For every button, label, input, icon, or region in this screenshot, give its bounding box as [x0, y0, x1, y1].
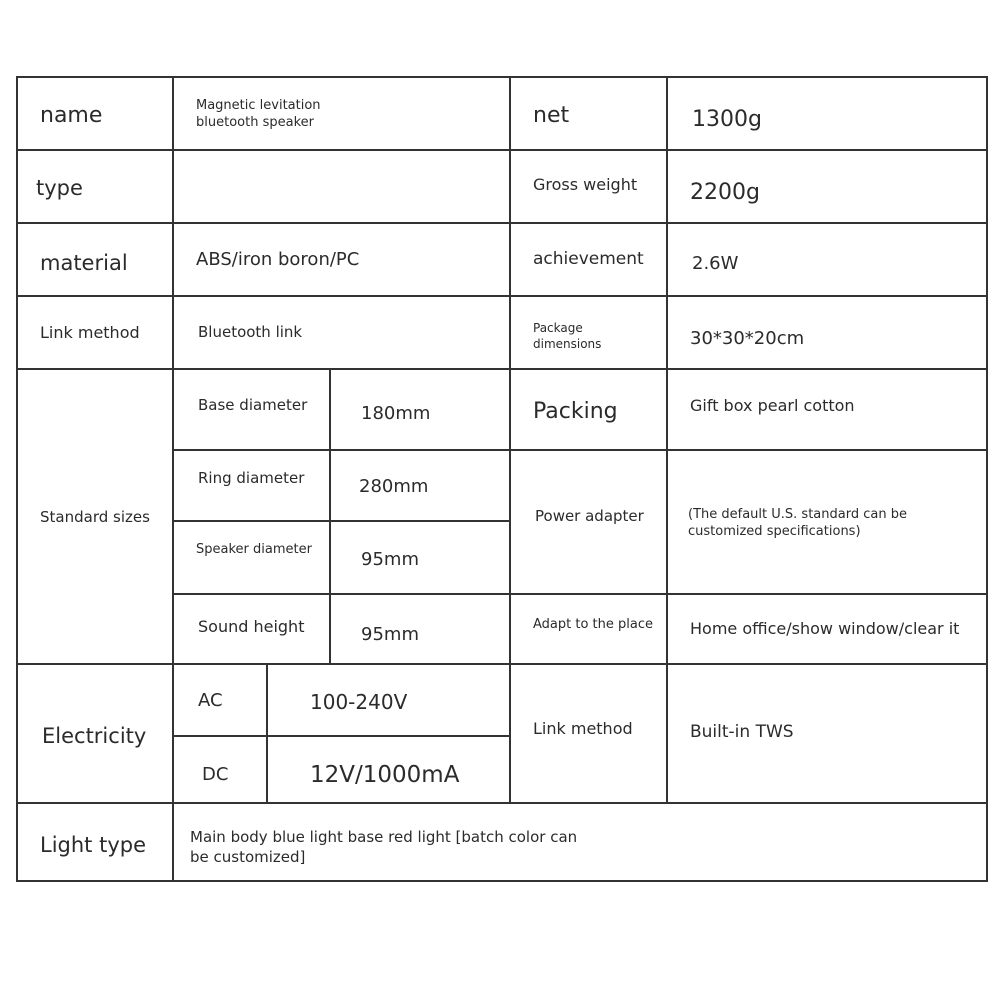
gross-weight-label-cell — [509, 149, 668, 224]
link-method-2-label-cell — [509, 663, 668, 804]
achievement-value-cell — [666, 222, 988, 297]
gross-weight-label: Gross weight — [533, 175, 638, 194]
name-label: name — [40, 103, 103, 128]
gross-weight-value-cell — [666, 149, 988, 224]
dc-label: DC — [202, 764, 229, 785]
net-value: 1300g — [692, 107, 762, 132]
sound-height-value: 95mm — [361, 624, 419, 645]
material-label-cell — [16, 222, 174, 297]
type-label: type — [36, 176, 83, 200]
achievement-label-cell — [509, 222, 668, 297]
package-dimensions-value-cell — [666, 295, 988, 370]
achievement-label: achievement — [533, 249, 644, 269]
link-method-2-value: Built-in TWS — [690, 722, 794, 742]
power-adapter-label: Power adapter — [535, 507, 644, 525]
standard-sizes-label-cell — [16, 368, 174, 665]
material-value-cell — [172, 222, 511, 297]
name-label-cell — [16, 76, 174, 151]
speaker-diameter-value-cell — [329, 520, 511, 595]
speaker-diameter-label: Speaker diameter — [196, 542, 312, 557]
link-method-2-value-cell — [666, 663, 988, 804]
package-dimensions-value: 30*30*20cm — [690, 328, 805, 349]
standard-sizes-label: Standard sizes — [40, 508, 150, 526]
packing-label: Packing — [533, 399, 618, 424]
light-type-label-cell — [16, 802, 174, 882]
sound-height-label-cell — [172, 593, 331, 665]
package-dimensions-label-cell — [509, 295, 668, 370]
type-value-cell — [172, 149, 511, 224]
power-adapter-value: (The default U.S. standard can be customized specifications) — [688, 507, 907, 539]
sound-height-label: Sound height — [198, 617, 305, 636]
speaker-diameter-value: 95mm — [361, 549, 419, 570]
material-label: material — [40, 251, 128, 275]
packing-label-cell — [509, 368, 668, 451]
dc-label-cell — [172, 735, 268, 804]
adapt-place-label: Adapt to the place — [533, 617, 653, 632]
adapt-place-value: Home office/show window/clear it — [690, 619, 960, 638]
type-label-cell — [16, 149, 174, 224]
speaker-diameter-label-cell — [172, 520, 331, 595]
adapt-place-label-cell — [509, 593, 668, 665]
packing-value-cell — [666, 368, 988, 451]
name-value-cell — [172, 76, 511, 151]
light-type-label: Light type — [40, 833, 146, 857]
base-diameter-value-cell — [329, 368, 511, 451]
electricity-label-cell — [16, 663, 174, 804]
base-diameter-label: Base diameter — [198, 396, 308, 414]
power-adapter-label-cell — [509, 449, 668, 595]
achievement-value: 2.6W — [692, 253, 739, 274]
light-type-value-cell — [172, 802, 988, 882]
link-method-value: Bluetooth link — [198, 323, 303, 341]
packing-value: Gift box pearl cotton — [690, 396, 855, 415]
ac-label-cell — [172, 663, 268, 737]
link-method-value-cell — [172, 295, 511, 370]
material-value: ABS/iron boron/PC — [196, 249, 360, 270]
ring-diameter-value: 280mm — [359, 476, 429, 497]
link-method-2-label: Link method — [533, 719, 633, 738]
dc-value: 12V/1000mA — [310, 762, 460, 788]
net-value-cell — [666, 76, 988, 151]
base-diameter-label-cell — [172, 368, 331, 451]
gross-weight-value: 2200g — [690, 180, 760, 205]
net-label: net — [533, 103, 570, 128]
net-label-cell — [509, 76, 668, 151]
adapt-place-value-cell — [666, 593, 988, 665]
ac-value-cell — [266, 663, 511, 737]
base-diameter-value: 180mm — [361, 403, 431, 424]
sound-height-value-cell — [329, 593, 511, 665]
ac-label: AC — [198, 690, 223, 711]
ring-diameter-label: Ring diameter — [198, 469, 305, 487]
link-method-label: Link method — [40, 323, 140, 342]
ring-diameter-value-cell — [329, 449, 511, 522]
light-type-value: Main body blue light base red light [batch color can be customized] — [190, 828, 578, 866]
dc-value-cell — [266, 735, 511, 804]
electricity-label: Electricity — [42, 724, 147, 748]
ring-diameter-label-cell — [172, 449, 331, 522]
ac-value: 100-240V — [310, 690, 408, 714]
package-dimensions-label: Package dimensions — [533, 321, 602, 351]
name-value: Magnetic levitation bluetooth speaker — [196, 98, 321, 130]
power-adapter-value-cell — [666, 449, 988, 595]
link-method-label-cell — [16, 295, 174, 370]
